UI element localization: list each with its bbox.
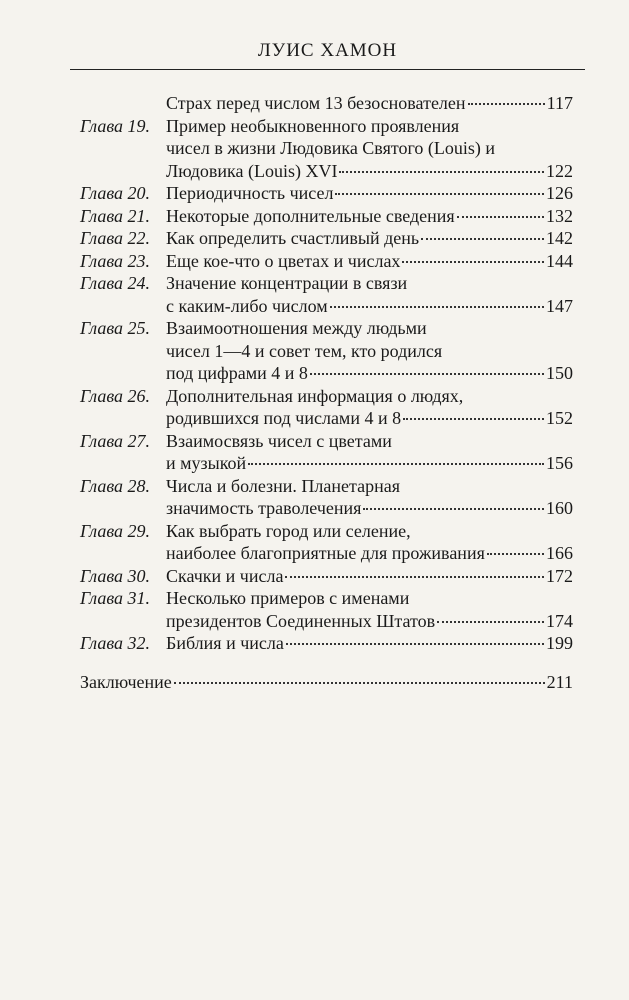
page-number: 166 <box>546 543 573 563</box>
toc-line <box>80 610 573 633</box>
page-number: 122 <box>546 160 573 181</box>
dot-leader <box>402 261 544 263</box>
chapter-title: Как выбрать город или селение, <box>166 520 411 541</box>
dot-leader <box>487 553 544 555</box>
dot-leader <box>335 193 544 195</box>
toc-entry <box>80 227 573 250</box>
toc-line <box>80 250 573 273</box>
chapter-label: Глава 32. <box>80 633 151 653</box>
chapter-label: Глава 26. <box>80 385 151 406</box>
toc-line <box>80 227 573 250</box>
toc-entry <box>80 92 573 115</box>
chapter-label: Глава 22. <box>80 228 151 248</box>
chapter-title: Людовика (Louis) XVI <box>166 160 338 181</box>
toc-line <box>80 475 573 498</box>
chapter-title: Библия и числа <box>166 633 284 653</box>
chapter-title: под цифрами 4 и 8 <box>166 363 308 383</box>
dot-leader <box>286 643 544 645</box>
page-number: 211 <box>546 671 573 692</box>
toc-line <box>80 497 573 520</box>
toc-line <box>80 205 573 228</box>
toc-entry <box>80 205 573 228</box>
chapter-title: родившихся под числами 4 и 8 <box>166 408 402 428</box>
toc-entry <box>80 115 573 183</box>
chapter-label: Глава 31. <box>80 588 151 608</box>
dot-leader <box>437 621 544 623</box>
page-number: 132 <box>546 205 573 226</box>
toc-line <box>80 430 573 453</box>
page-number: 172 <box>546 565 573 586</box>
toc-entry <box>80 475 573 520</box>
chapter-title: Взаимосвязь чисел с цветами <box>166 430 392 451</box>
toc-line <box>80 295 573 318</box>
dot-leader <box>468 103 545 105</box>
toc-line <box>80 671 573 694</box>
chapter-title: Взаимоотношения между людьми <box>166 318 427 338</box>
dot-leader <box>310 373 544 375</box>
chapter-title: Несколько примеров с именами <box>166 588 410 608</box>
chapter-title: Еще кое-что о цветах и числах <box>166 250 401 271</box>
header-rule <box>70 69 585 70</box>
chapter-title: значимость траволечения <box>166 498 362 518</box>
page-number: 147 <box>546 295 573 316</box>
chapter-title: Пример необыкновенного проявления <box>166 115 460 136</box>
page-number: 126 <box>546 183 573 203</box>
dot-leader <box>457 216 544 218</box>
toc-line <box>80 565 573 588</box>
toc-line <box>80 587 573 610</box>
dot-leader <box>285 576 544 578</box>
toc-entry <box>80 317 573 385</box>
chapter-title: Периодичность чисел <box>166 183 334 203</box>
toc-line <box>80 632 573 655</box>
toc-entry <box>80 182 573 205</box>
page-number: 117 <box>546 93 573 113</box>
chapter-label: Глава 19. <box>80 115 151 136</box>
page-number: 160 <box>546 498 573 518</box>
toc-line <box>80 92 573 115</box>
chapter-title: Скачки и числа <box>166 565 284 586</box>
page-number: 174 <box>546 610 573 631</box>
toc-entry <box>80 385 573 430</box>
page-header: ЛУИС ХАМОН <box>257 40 398 61</box>
toc-line <box>80 362 573 385</box>
toc-entry-conclusion <box>80 671 573 694</box>
toc-line <box>80 452 573 475</box>
chapter-title: Дополнительная информация о людях, <box>166 385 464 406</box>
chapter-label: Глава 24. <box>80 273 151 293</box>
toc-line <box>80 385 573 408</box>
toc-line <box>80 160 573 183</box>
toc-entry <box>80 272 573 317</box>
chapter-label: Глава 23. <box>80 250 151 271</box>
toc-line <box>80 542 573 565</box>
toc-line <box>80 137 573 160</box>
chapter-label: Глава 30. <box>80 565 151 586</box>
chapter-title: Как определить счастливый день <box>166 228 420 248</box>
chapter-title: чисел 1—4 и совет тем, кто родился <box>166 340 443 361</box>
chapter-title: с каким-либо числом <box>166 295 328 316</box>
page-number: 199 <box>546 633 573 653</box>
page-number: 150 <box>546 363 573 383</box>
dot-leader <box>248 463 544 465</box>
toc-line <box>80 272 573 295</box>
toc-line <box>80 182 573 205</box>
dot-leader <box>403 418 544 420</box>
chapter-title: Страх перед числом 13 безоснователен <box>166 93 466 113</box>
toc-entry <box>80 430 573 475</box>
chapter-title: Числа и болезни. Планетарная <box>166 475 400 496</box>
table-of-contents <box>80 92 573 693</box>
chapter-title: Значение концентрации в связи <box>166 273 408 293</box>
chapter-label: Глава 28. <box>80 475 151 496</box>
dot-leader <box>363 508 544 510</box>
chapter-title: наиболее благоприятные для проживания <box>166 543 485 563</box>
page-number: 142 <box>546 228 573 248</box>
toc-line <box>80 520 573 543</box>
page-number: 144 <box>546 250 573 271</box>
conclusion-label: Заключение <box>80 671 172 692</box>
chapter-title: и музыкой <box>166 453 247 473</box>
toc-entry <box>80 632 573 655</box>
toc-line <box>80 407 573 430</box>
toc-entry <box>80 565 573 588</box>
chapter-title: чисел в жизни Людовика Святого (Louis) и <box>166 138 496 158</box>
chapter-label: Глава 25. <box>80 318 151 338</box>
dot-leader <box>421 238 544 240</box>
chapter-label: Глава 27. <box>80 430 151 451</box>
toc-line <box>80 340 573 363</box>
page-number: 156 <box>546 453 573 473</box>
chapter-title: президентов Соединенных Штатов <box>166 610 436 631</box>
page-number: 152 <box>546 408 573 428</box>
toc-entry <box>80 587 573 632</box>
chapter-label: Глава 21. <box>80 205 151 226</box>
chapter-label: Глава 20. <box>80 183 151 203</box>
toc-line <box>80 115 573 138</box>
dot-leader <box>174 682 545 684</box>
toc-line <box>80 317 573 340</box>
dot-leader <box>339 171 544 173</box>
toc-entry <box>80 250 573 273</box>
chapter-label: Глава 29. <box>80 520 151 541</box>
toc-entry <box>80 520 573 565</box>
chapter-title: Некоторые дополнительные сведения <box>166 205 455 226</box>
dot-leader <box>330 306 544 308</box>
